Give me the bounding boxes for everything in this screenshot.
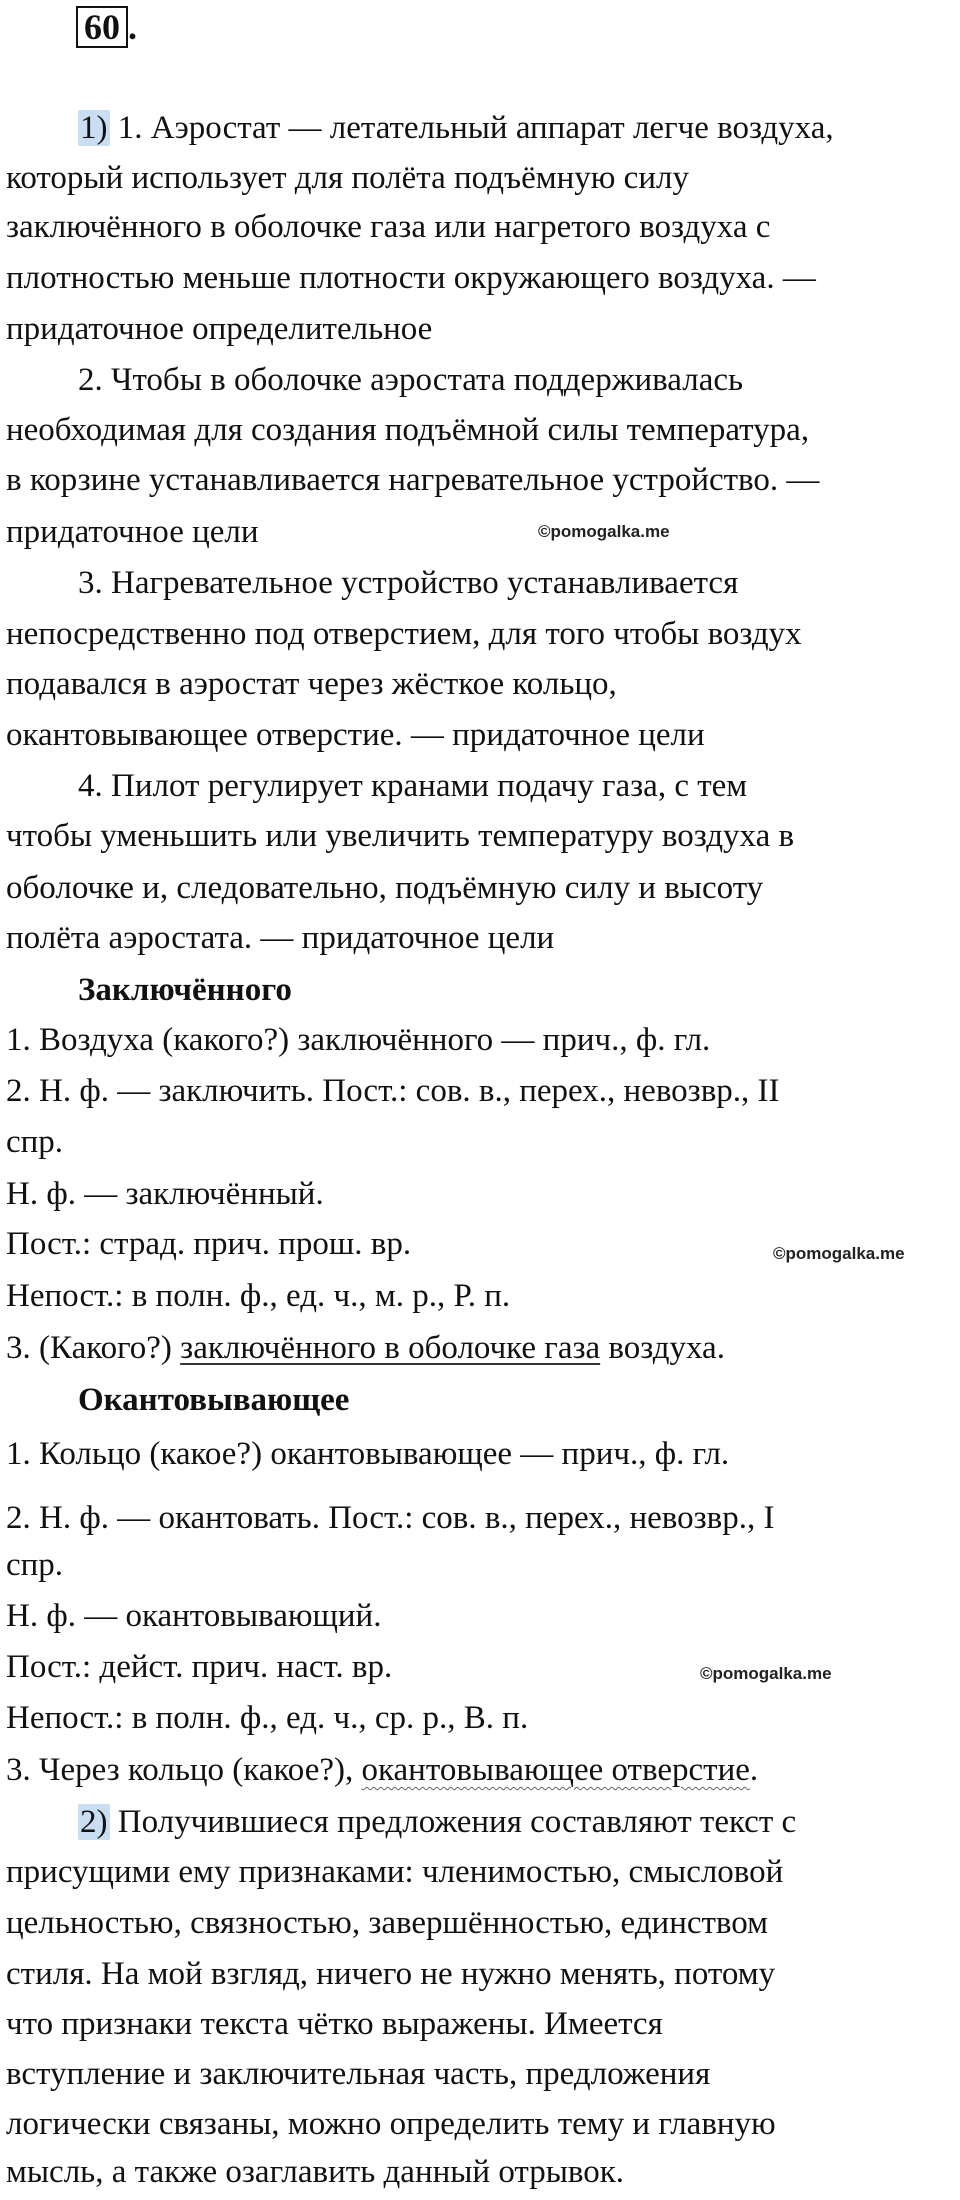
analysis2-line4: Н. ф. — окантовывающий.: [6, 1598, 382, 1634]
analysis1-line7-prefix: 3. (Какого?): [6, 1330, 181, 1366]
item3-line2: непосредственно под отверстием, для того чтобы воздух: [6, 616, 802, 652]
analysis2-line7: [6, 1746, 952, 1794]
item2-line4: придаточное цели: [6, 514, 259, 550]
item1-line3: заключённого в оболочке газа или нагретого воздуха с: [6, 209, 771, 245]
analysis2-line1: 1. Кольцо (какое?) окантовывающее — прич., ф. гл.: [6, 1436, 730, 1472]
analysis1-line5: Пост.: страд. прич. прош. вр.: [6, 1226, 412, 1262]
item4-line2: чтобы уменьшить или увеличить температуру воздуха в: [6, 818, 795, 854]
item1-line5: придаточное определительное: [6, 311, 433, 347]
item3-line3: подавался в аэростат через жёсткое кольцо,: [6, 666, 617, 702]
item3-line4: окантовывающее отверстие. — придаточное цели: [6, 717, 705, 753]
task-number-dot: .: [128, 7, 137, 47]
part2-text: Получившиеся предложения составляют текст с: [109, 1804, 797, 1840]
part2-line8: мысль, а также озаглавить данный отрывок.: [6, 2154, 625, 2190]
item3-line1: 3. Нагревательное устройство устанавливается: [78, 565, 739, 601]
part2-line2: присущими ему признаками: членимостью, смысловой: [6, 1854, 784, 1890]
analysis2-underlined-phrase: окантовывающее отверстие: [361, 1752, 750, 1788]
item2-line1: 2. Чтобы в оболочке аэростата поддерживалась: [78, 362, 744, 398]
part1-item1-line1: [78, 104, 952, 152]
part2-line6: вступление и заключительная часть, предложения: [6, 2056, 711, 2092]
analysis1-line6: Непост.: в полн. ф., ед. ч., м. р., Р. п.: [6, 1278, 511, 1314]
part2-line4: стиля. На мой взгляд, ничего не нужно менять, потому: [6, 1956, 776, 1992]
analysis1-heading: Заключённого: [78, 972, 292, 1008]
item2-line3: в корзине устанавливается нагревательное устройство. —: [6, 462, 820, 498]
part2-line3: цельностью, связностью, завершённостью, единством: [6, 1905, 769, 1941]
analysis2-line7-suffix: .: [749, 1752, 759, 1788]
analysis2-line6: Непост.: в полн. ф., ед. ч., ср. р., В. п.: [6, 1700, 529, 1736]
item4-line3: оболочке и, следовательно, подъёмную силу и высоту: [6, 870, 764, 906]
part2-line1: [78, 1798, 952, 1846]
analysis1-line3: спр.: [6, 1124, 64, 1160]
watermark-1: ©pomogalka.me: [538, 522, 670, 541]
task-number: [76, 6, 137, 48]
analysis1-line7-suffix: воздуха.: [600, 1330, 725, 1366]
item1-line4: плотностью меньше плотности окружающего воздуха. —: [6, 260, 816, 296]
task-number-box: 60: [76, 6, 128, 48]
watermark-3: ©pomogalka.me: [700, 1664, 832, 1683]
analysis1-line4: Н. ф. — заключённый.: [6, 1176, 324, 1212]
part1-marker: 1): [80, 110, 108, 146]
analysis2-line3: спр.: [6, 1547, 64, 1583]
item2-line2: необходимая для создания подъёмной силы температура,: [6, 412, 810, 448]
analysis1-line1: 1. Воздуха (какого?) заключённого — прич., ф. гл.: [6, 1022, 711, 1058]
item1-line2: который использует для полёта подъёмную силу: [6, 160, 689, 196]
part2-marker: 2): [80, 1804, 108, 1840]
part2-line5: что признаки текста чётко выражены. Имеется: [6, 2006, 663, 2042]
analysis1-line2: 2. Н. ф. — заключить. Пост.: сов. в., перех., невозвр., II: [6, 1073, 780, 1109]
item4-line4: полёта аэростата. — придаточное цели: [6, 920, 555, 956]
item4-line1: 4. Пилот регулирует кранами подачу газа, с тем: [78, 768, 748, 804]
watermark-2: ©pomogalka.me: [773, 1244, 905, 1263]
item1-text: 1. Аэростат — летательный аппарат легче воздуха,: [117, 110, 834, 146]
analysis2-heading: Окантовывающее: [78, 1382, 350, 1418]
analysis1-line7: [6, 1324, 952, 1372]
analysis2-line2: 2. Н. ф. — окантовать. Пост.: сов. в., перех., невозвр., I: [6, 1500, 775, 1536]
analysis2-line5: Пост.: дейст. прич. наст. вр.: [6, 1649, 393, 1685]
part2-line7: логически связаны, можно определить тему и главную: [6, 2106, 776, 2142]
analysis1-underlined-phrase: заключённого в оболочке газа: [180, 1330, 601, 1366]
analysis2-line7-prefix: 3. Через кольцо (какое?),: [6, 1752, 362, 1788]
